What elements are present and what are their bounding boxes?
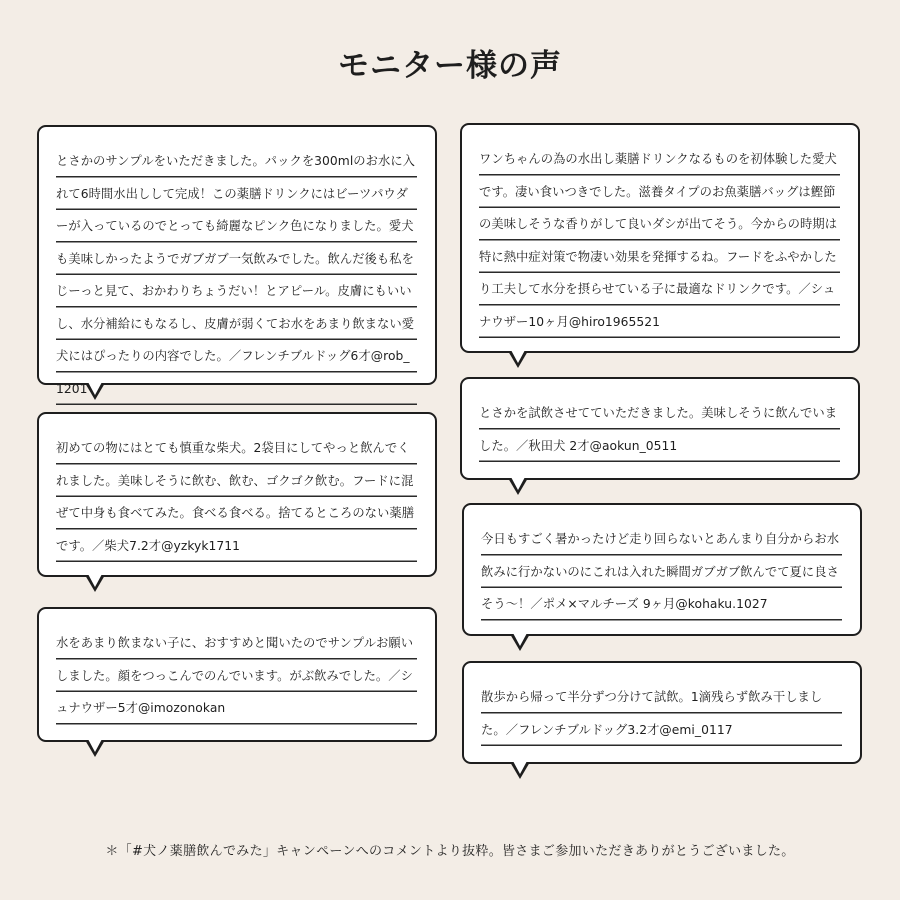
comment-bubble	[37, 125, 437, 396]
speech-bubble-tail	[508, 478, 528, 495]
comment-bubble	[37, 607, 437, 742]
comment-text: 散歩から帰って半分ずつ分けて試飲。1滴残らず飲み干しました。／フレンチブルドッグ3.2才@emi_0117	[481, 681, 842, 746]
comment-bubble	[462, 503, 862, 636]
speech-bubble-tail	[85, 740, 105, 757]
comment-bubble	[460, 123, 860, 353]
comment-text: とさかのサンプルをいただきました。パックを300mlのお水に入れて6時間水出しして完成！この薬膳ドリンクにはビーツパウダーが入っているのでとっても綺麗なピンク色になりました。愛犬も美味しかったようでガブガブ一気飲みでした。飲んだ後も私をじーっと見て、おかわりちょうだい！とアピール。皮膚にもいいし、水分補給にもなるし、皮膚が弱くてお水をあまり飲まない愛犬にはぴったりの内容でした。／フレンチブルドッグ6才@rob_1201	[56, 145, 417, 405]
comment-text: ワンちゃんの為の水出し薬膳ドリンクなるものを初体験した愛犬です。凄い食いつきでした。滋養タイプのお魚薬膳バッグは鰹節の美味しそうな香りがして良いダシが出てそう。今からの時期は特に熱中症対策で物凄い効果を発揮するね。フードをふやかしたり工夫して水分を摂らせている子に最適なドリンクです。／シュナウザー10ヶ月@hiro1965521	[479, 143, 840, 338]
comment-bubble	[37, 412, 437, 577]
comment-text: 水をあまり飲まない子に、おすすめと聞いたのでサンプルお願いしました。顔をつっこんでのんでいます。がぶ飲みでした。／シュナウザー5才@imozonokan	[56, 627, 417, 725]
comment-text: 今日もすごく暑かったけど走り回らないとあんまり自分からお水飲みに行かないのにこれは入れた瞬間ガブガブ飲んでて夏に良さそう〜！／ポメ×マルチーズ 9ヶ月@kohaku.1027	[481, 523, 842, 621]
page-title: モニター様の声	[338, 48, 562, 84]
comment-bubble	[462, 661, 862, 764]
speech-bubble-tail	[85, 383, 105, 400]
footnote: ＊「#犬ノ薬膳飲んでみた」キャンペーンへのコメントより抜粋。皆さまご参加いただきありがとうございました。	[105, 844, 795, 859]
comment-text: とさかを試飲させてていただきました。美味しそうに飲んでいました。／秋田犬 2才@aokun_0511	[479, 397, 840, 462]
speech-bubble-tail	[510, 634, 530, 651]
speech-bubble-tail	[508, 351, 528, 368]
speech-bubble-tail	[85, 575, 105, 592]
comment-text: 初めての物にはとても慎重な柴犬。2袋目にしてやっと飲んでくれました。美味しそうに飲む、飲む、ゴクゴク飲む。フードに混ぜて中身も食べてみた。食べる食べる。捨てるところのない薬膳です。／柴犬7.2才@yzkyk1711	[56, 432, 417, 562]
speech-bubble-tail	[510, 762, 530, 779]
comment-bubble	[460, 377, 860, 480]
